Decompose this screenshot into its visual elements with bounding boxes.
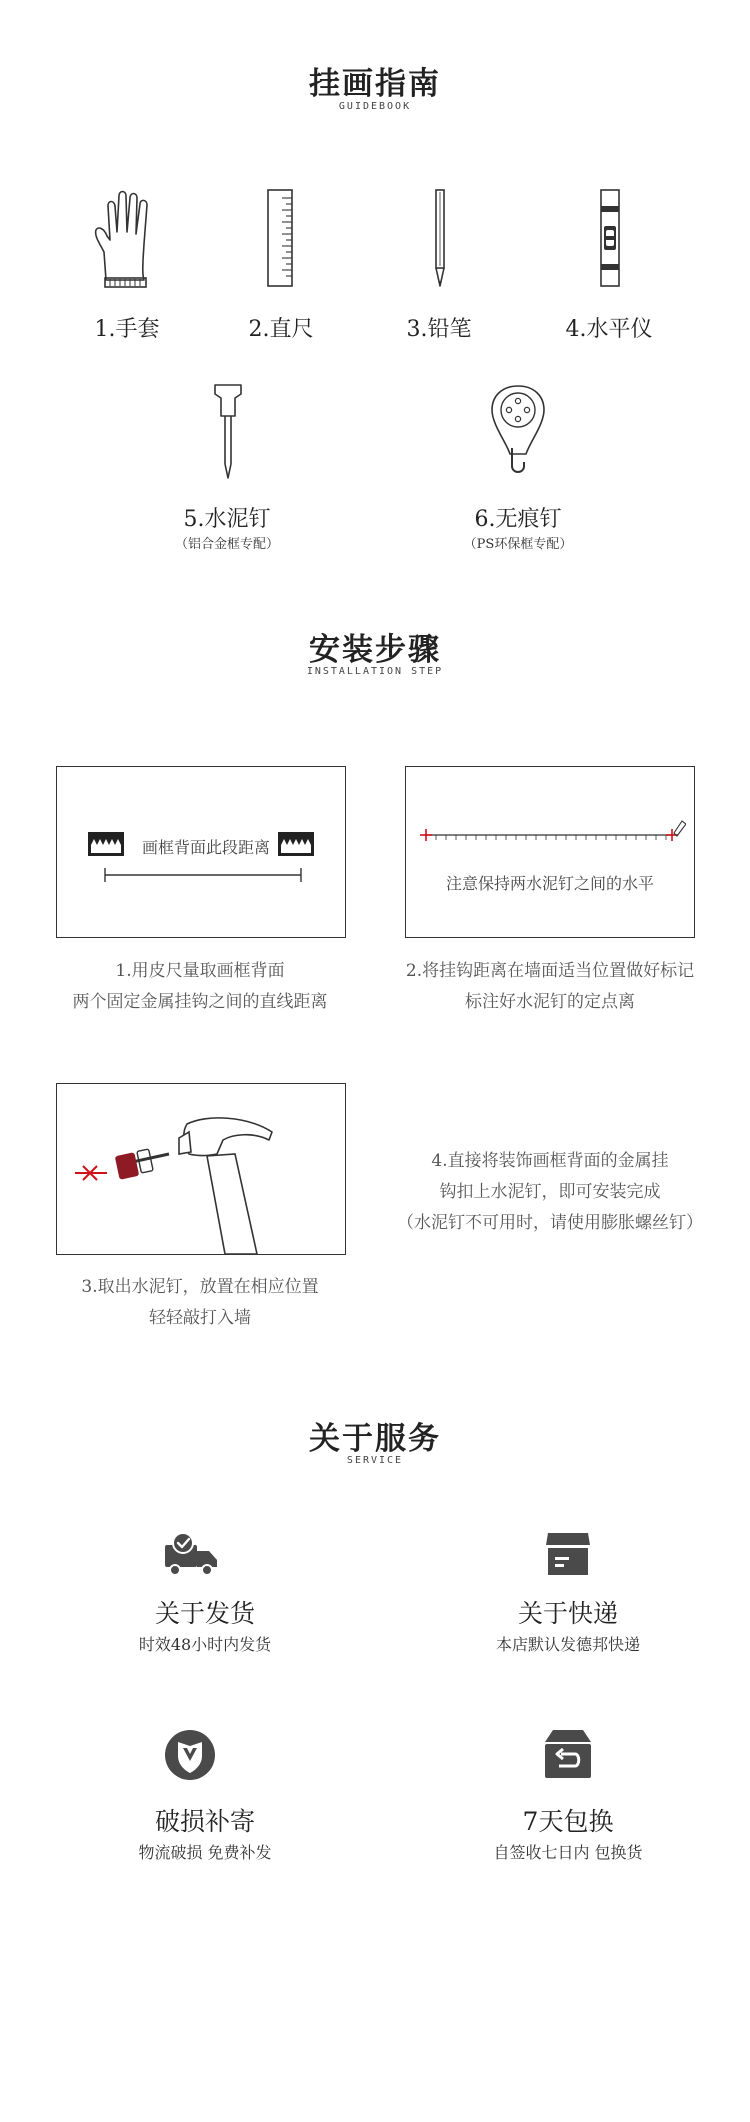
step2-box-text: 注意保持两水泥钉之间的水平 — [445, 874, 654, 893]
guide-subtitle: GUIDEBOOK — [338, 101, 412, 112]
hammer-nail-icon — [57, 1084, 345, 1254]
tool-label-level: 4.水平仪 — [565, 317, 653, 342]
service-sub-express: 本店默认发德邦快递 — [495, 1635, 640, 1654]
traceless-hook-icon — [488, 382, 548, 482]
install-title: 安装步骤 — [309, 632, 441, 668]
service-sub-shipping: 时效48小时内发货 — [138, 1635, 272, 1654]
step3-line1: 3.取出水泥钉，放置在相应位置 — [81, 1277, 319, 1297]
service-sub-exchange: 自签收七日内 包换货 — [493, 1843, 643, 1862]
install-subtitle: INSTALLATION STEP — [306, 666, 444, 677]
tool-label-pencil: 3.铅笔 — [406, 317, 472, 342]
step4-line3: （水泥钉不可用时，请使用膨胀螺丝钉） — [397, 1213, 703, 1233]
frame-corner-right-icon — [277, 831, 315, 857]
step1-box-text: 画框背面此段距离 — [141, 838, 270, 857]
step4-line2: 钩扣上水泥钉，即可安装完成 — [439, 1182, 661, 1202]
step2-illustration — [405, 766, 695, 938]
tool-note-cement-nail: （铝合金框专配） — [174, 537, 279, 552]
tool-label-cement-nail: 5.水泥钉 — [183, 507, 271, 532]
service-title-shipping: 关于发货 — [154, 1599, 255, 1628]
service-subtitle: SERVICE — [346, 1455, 404, 1466]
tool-label-gloves: 1.手套 — [94, 317, 160, 342]
service-sub-damage: 物流破损 免费补发 — [138, 1843, 272, 1862]
guide-title: 挂画指南 — [309, 66, 441, 102]
package-box-icon — [544, 1531, 592, 1577]
distance-line-icon — [103, 867, 303, 883]
shield-icon — [163, 1728, 217, 1782]
pencil-icon — [430, 188, 450, 290]
ruler-icon — [265, 188, 297, 288]
service-title: 关于服务 — [309, 1421, 441, 1457]
service-title-damage: 破损补寄 — [154, 1807, 255, 1836]
step1-illustration — [56, 766, 346, 938]
return-box-icon — [543, 1728, 593, 1780]
level-icon — [596, 188, 626, 288]
glove-icon — [92, 188, 162, 290]
step3-line2: 轻轻敲打入墙 — [149, 1308, 251, 1328]
step4-line1: 4.直接将装饰画框背面的金属挂 — [431, 1151, 669, 1171]
service-title-express: 关于快递 — [517, 1599, 618, 1628]
step2-line1: 2.将挂钩距离在墙面适当位置做好标记 — [405, 961, 695, 981]
step3-illustration — [56, 1083, 346, 1255]
step2-line2: 标注好水泥钉的定点离 — [465, 992, 635, 1012]
step1-line2: 两个固定金属挂钩之间的直线距离 — [72, 992, 328, 1012]
frame-corner-left-icon — [87, 831, 125, 857]
step1-line1: 1.用皮尺量取画框背面 — [115, 961, 285, 981]
tool-label-traceless-hook: 6.无痕钉 — [474, 507, 562, 532]
measuring-tape-icon — [416, 819, 686, 849]
tool-note-traceless-hook: （PS环保框专配） — [463, 537, 573, 552]
cement-nail-icon — [208, 382, 248, 482]
service-title-exchange: 7天包换 — [522, 1807, 614, 1836]
delivery-truck-icon — [163, 1531, 219, 1577]
tool-label-ruler: 2.直尺 — [248, 317, 314, 342]
